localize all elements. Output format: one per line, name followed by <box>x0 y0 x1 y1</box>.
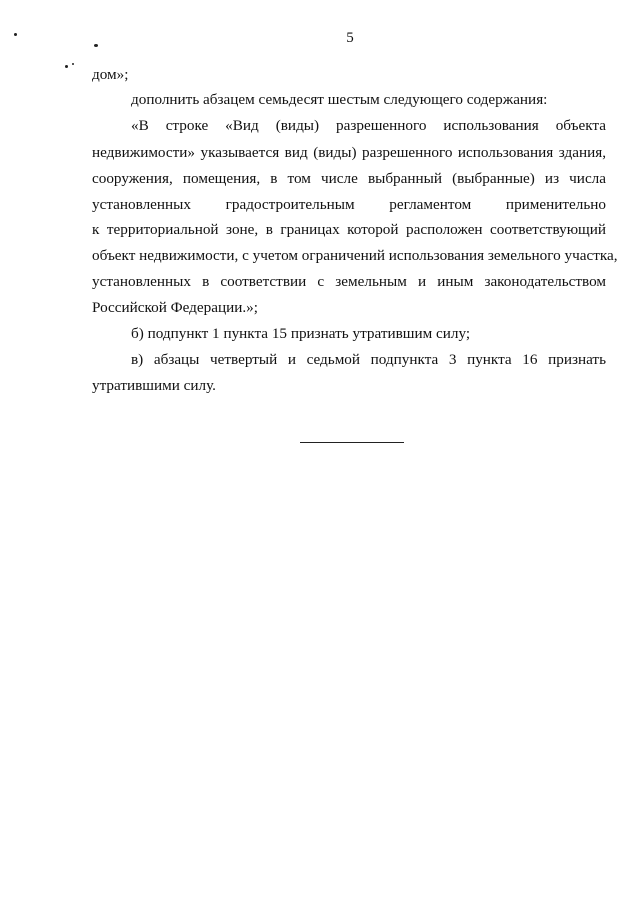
scan-speck <box>72 63 74 65</box>
text-line: «В строке «Вид (виды) разрешенного использования объекта <box>131 117 606 134</box>
text-line: утратившими силу. <box>92 377 216 394</box>
scan-speck <box>65 65 68 68</box>
text-line: недвижимости» указывается вид (виды) разрешенного использования здания, <box>92 144 606 161</box>
end-divider <box>300 442 404 443</box>
page-number: 5 <box>346 30 354 46</box>
scan-speck <box>94 44 98 47</box>
text-line: дом»; <box>92 66 129 83</box>
text-line: Российской Федерации.»; <box>92 299 258 316</box>
text-line: б) подпункт 1 пункта 15 признать утратившим силу; <box>131 325 471 342</box>
text-line: дополнить абзацем семьдесят шестым следующего содержания: <box>131 91 548 108</box>
text-line: сооружения, помещения, в том числе выбранный (выбранные) из числа <box>92 170 606 187</box>
text-line: объект недвижимости, с учетом ограничений использования земельного участка, <box>92 247 618 264</box>
text-line: к территориальной зоне, в границах которой расположен соответствующий <box>92 221 606 238</box>
text-line: установленных градостроительным регламентом применительно <box>92 196 606 213</box>
text-line: установленных в соответствии с земельным и иным законодательством <box>92 273 606 290</box>
scan-speck <box>14 33 17 36</box>
text-line: в) абзацы четвертый и седьмой подпункта 3 пункта 16 признать <box>131 351 606 368</box>
